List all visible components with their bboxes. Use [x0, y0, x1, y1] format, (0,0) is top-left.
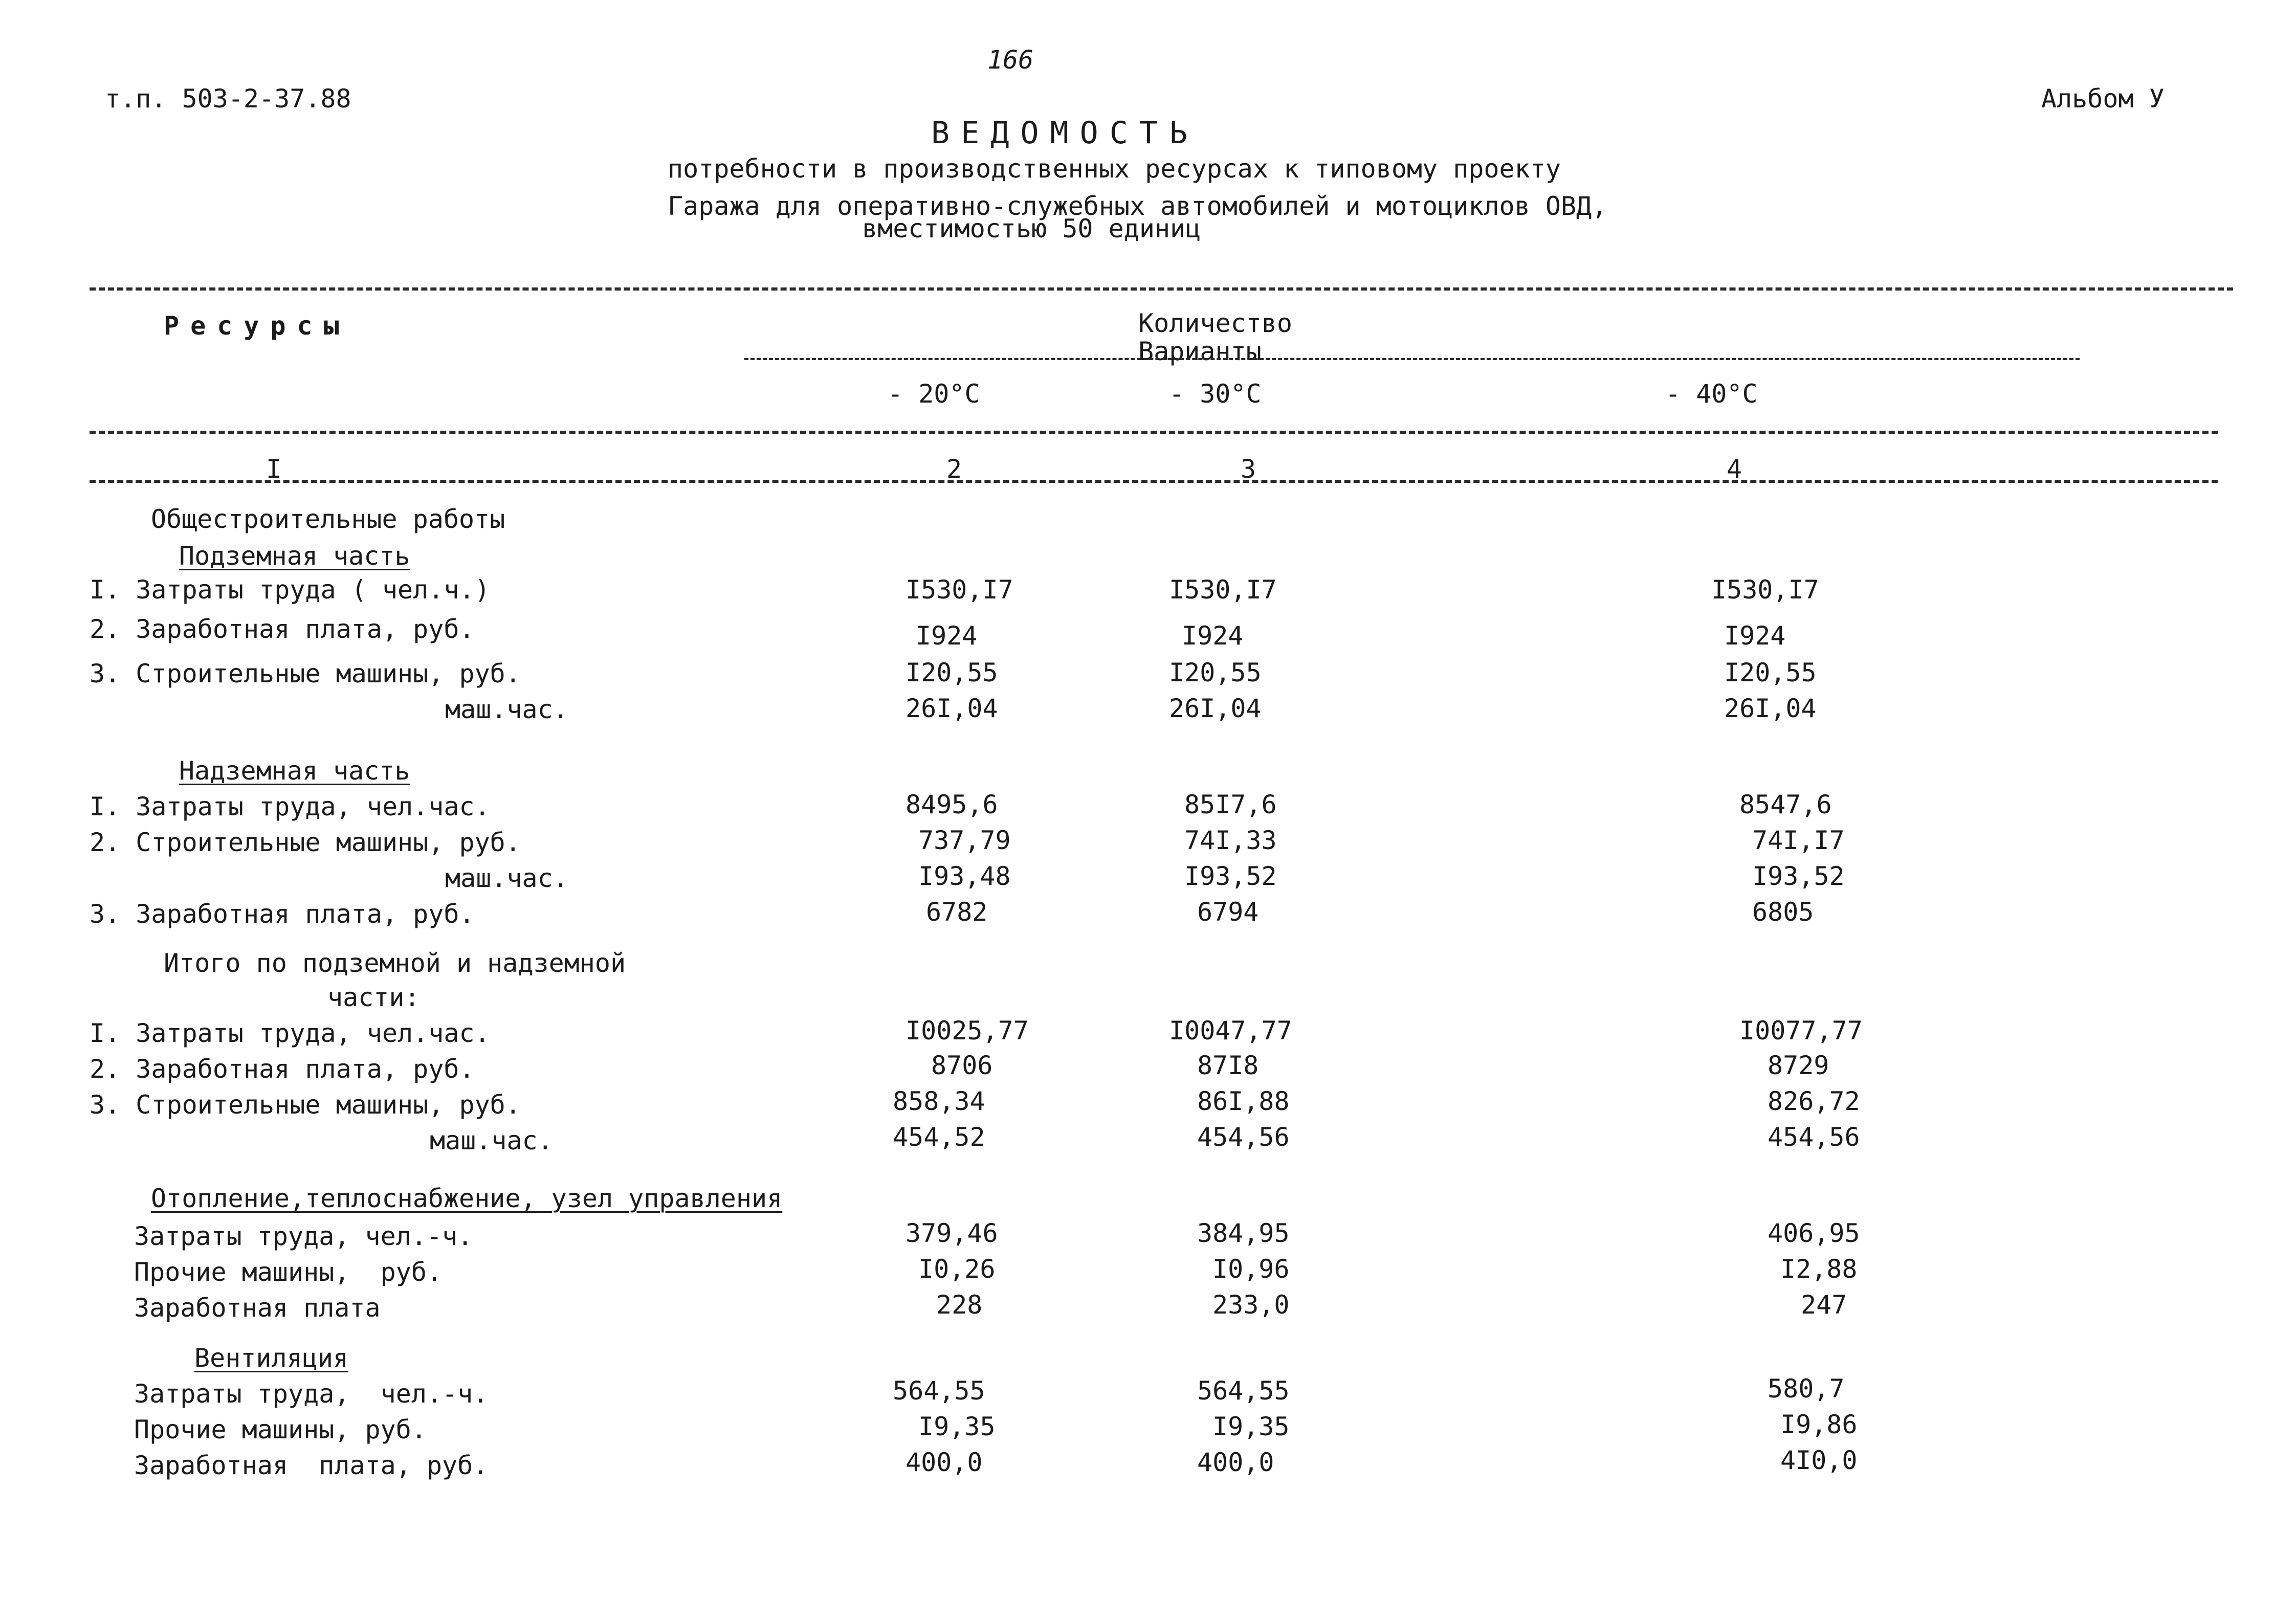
row-label: маш.час. — [430, 1126, 553, 1155]
table-cell: 564,55 — [1197, 1376, 1290, 1406]
variants-underline — [744, 358, 2080, 360]
column-number-rule — [90, 480, 2218, 483]
table-cell: 400,0 — [906, 1448, 983, 1477]
row-label: I. Затраты труда ( чел.ч.) — [90, 575, 490, 605]
album-label: Альбом У — [2041, 84, 2165, 114]
table-cell: I0,26 — [918, 1254, 996, 1284]
table-cell: I9,35 — [918, 1412, 996, 1441]
row-label: I. Затраты труда, чел.час. — [90, 1018, 490, 1048]
table-cell: I93,52 — [1184, 861, 1277, 891]
table-cell: 406,95 — [1768, 1218, 1860, 1248]
table-cell: 8495,6 — [906, 790, 998, 819]
row-label: Затраты труда, чел.-ч. — [134, 1221, 473, 1251]
section-heating: Отопление,теплоснабжение, узел управления — [151, 1184, 783, 1213]
table-cell: 8547,6 — [1739, 790, 1832, 819]
section-underground: Подземная часть — [179, 541, 410, 571]
table-cell: 86I,88 — [1197, 1086, 1290, 1116]
table-cell: 826,72 — [1768, 1086, 1860, 1116]
table-cell: 228 — [936, 1290, 983, 1320]
table-top-rule — [90, 287, 2233, 291]
column-number-4: 4 — [1727, 454, 1742, 484]
table-cell: I93,52 — [1752, 861, 1845, 891]
table-cell: 87I8 — [1197, 1051, 1259, 1080]
header-separator-rule — [90, 431, 2218, 434]
table-cell: I20,55 — [1169, 658, 1262, 687]
table-cell: I0077,77 — [1739, 1016, 1863, 1046]
row-label: Прочие машины, руб. — [134, 1415, 427, 1444]
column-header-minus-40: - 40°С — [1665, 379, 1758, 409]
table-cell: 737,79 — [918, 826, 1011, 855]
table-cell: I924 — [1724, 621, 1786, 651]
table-cell: 564,55 — [893, 1376, 985, 1406]
table-cell: 74I,I7 — [1752, 826, 1845, 855]
table-cell: 384,95 — [1197, 1218, 1290, 1248]
table-cell: I530,I7 — [1711, 575, 1819, 605]
table-cell: 4I0,0 — [1780, 1446, 1858, 1475]
row-label: 3. Строительные машины, руб. — [90, 1090, 521, 1120]
row-label: маш.час. — [445, 695, 568, 724]
table-cell: 8706 — [931, 1051, 993, 1080]
section-general-construction: Общестроительные работы — [151, 504, 505, 534]
row-label: 2. Заработная плата, руб. — [90, 614, 475, 644]
table-cell: I530,I7 — [906, 575, 1013, 605]
table-cell: 454,56 — [1768, 1122, 1860, 1152]
table-cell: 26I,04 — [906, 694, 998, 723]
variants-header: Варианты — [1138, 337, 1262, 366]
row-label: Затраты труда, чел.-ч. — [134, 1379, 489, 1409]
table-cell: I924 — [916, 621, 978, 651]
table-cell: I0047,77 — [1169, 1016, 1292, 1046]
row-label: 3. Строительные машины, руб. — [90, 659, 521, 688]
row-label: 2. Заработная плата, руб. — [90, 1054, 475, 1084]
table-cell: 400,0 — [1197, 1448, 1274, 1477]
section-aboveground: Надземная часть — [179, 756, 410, 786]
table-cell: I20,55 — [1724, 658, 1817, 687]
page-number: 166 — [987, 45, 1034, 75]
section-total-line-2: части: — [327, 983, 420, 1012]
subtitle-line-1: потребности в производственных ресурсах к типовому проекту — [668, 154, 1561, 184]
document-code: т.п. 503-2-37.88 — [105, 84, 351, 114]
row-label: Заработная плата — [134, 1293, 381, 1323]
row-label: маш.час. — [445, 863, 568, 893]
subtitle-line-3: вместимостью 50 единиц — [862, 214, 1201, 243]
column-header-minus-20: - 20°С — [888, 379, 980, 409]
table-cell: I924 — [1182, 621, 1244, 651]
table-cell: 74I,33 — [1184, 826, 1277, 855]
row-label: 3. Заработная плата, руб. — [90, 899, 475, 929]
table-cell: I2,88 — [1780, 1254, 1858, 1284]
row-label: 2. Строительные машины, руб. — [90, 828, 521, 857]
table-cell: 8729 — [1768, 1051, 1829, 1080]
table-cell: 26I,04 — [1169, 694, 1262, 723]
table-cell: 6805 — [1752, 897, 1814, 927]
table-cell: 6794 — [1197, 897, 1259, 927]
column-header-minus-30: - 30°С — [1169, 379, 1262, 409]
column-number-2: 2 — [946, 454, 962, 484]
resources-header: Ресурсы — [164, 311, 350, 341]
table-cell: 580,7 — [1768, 1374, 1845, 1404]
subtitle-line-2: Гаража для оперативно-служебных автомобилей и мотоциклов ОВД, — [668, 191, 1607, 221]
table-cell: 26I,04 — [1724, 694, 1817, 723]
quantity-header: Количество — [1138, 308, 1293, 338]
table-cell: I0025,77 — [906, 1016, 1029, 1046]
table-cell: 233,0 — [1212, 1290, 1290, 1320]
section-ventilation: Вентиляция — [194, 1343, 349, 1373]
section-total-line-1: Итого по подземной и надземной — [164, 948, 626, 978]
row-label: I. Затраты труда, чел.час. — [90, 792, 490, 821]
table-cell: 379,46 — [906, 1218, 998, 1248]
table-cell: I20,55 — [906, 658, 998, 687]
row-label: Заработная плата, руб. — [134, 1451, 489, 1480]
table-cell: 247 — [1801, 1290, 1847, 1320]
table-cell: I530,I7 — [1169, 575, 1277, 605]
document-title: ВЕДОМОСТЬ — [931, 115, 1199, 151]
row-label: Прочие машины, руб. — [134, 1257, 443, 1287]
table-cell: 454,52 — [893, 1122, 985, 1152]
table-cell: I0,96 — [1212, 1254, 1290, 1284]
table-cell: I93,48 — [918, 861, 1011, 891]
table-cell: 6782 — [926, 897, 988, 927]
column-number-3: 3 — [1241, 454, 1256, 484]
table-cell: 858,34 — [893, 1086, 985, 1116]
table-cell: I9,35 — [1212, 1412, 1290, 1441]
column-number-1: I — [266, 454, 282, 484]
table-cell: 454,56 — [1197, 1122, 1290, 1152]
table-cell: I9,86 — [1780, 1410, 1858, 1439]
table-cell: 85I7,6 — [1184, 790, 1277, 819]
